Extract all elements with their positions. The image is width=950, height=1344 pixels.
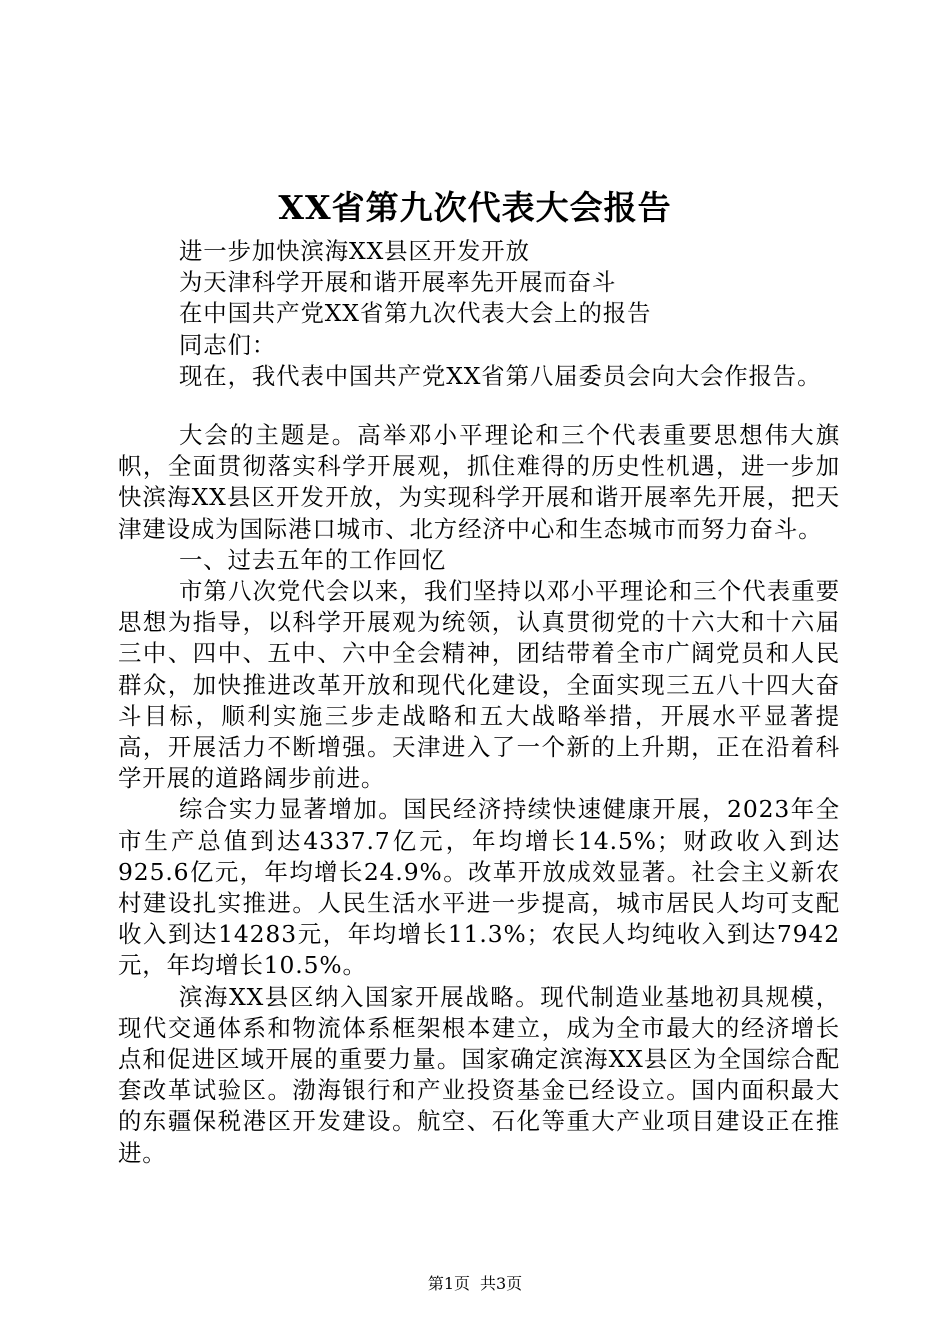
section-heading: 一、过去五年的工作回忆 [179, 545, 447, 574]
opening-line: 现在，我代表中国共产党XX省第八届委员会向大会作报告。 [179, 361, 822, 390]
paragraph-theme: 大会的主题是。高举邓小平理论和三个代表重要思想伟大旗帜，全面贯彻落实科学开展观，抓住难得的历史性机遇，进一步加快滨海XX县区开发开放，为实现科学开展和谐开展率先开展，把天津建设成为国际港口城市、北方经济中心和生态城市而努力奋斗。 [118, 421, 840, 543]
paragraph-review: 市第八次党代会以来，我们坚持以邓小平理论和三个代表重要思想为指导，以科学开展观为统领，认真贯彻党的十六大和十六届三中、四中、五中、六中全会精神，团结带着全市广阔党员和人民群众，加快推进改革开放和现代化建设，全面实现三五八十四大奋斗目标，顺利实施三步走战略和五大战略举措，开展水平显著提高，开展活力不断增强。天津进入了一个新的上升期，正在沿着科学开展的道路阔步前进。 [118, 577, 840, 793]
page-footer [0, 1272, 950, 1296]
paragraph-binhai: 滨海XX县区纳入国家开展战略。现代制造业基地初具规模，现代交通体系和物流体系框架根本建立，成为全市最大的经济增长点和促进区域开展的重要力量。国家确定滨海XX县区为全国综合配套改革试验区。渤海银行和产业投资基金已经设立。国内面积最大的东疆保税港区开发建设。航空、石化等重大产业项目建设正在推进。 [118, 982, 840, 1167]
paragraph-economy: 综合实力显著增加。国民经济持续快速健康开展，2023年全市生产总值到达4337.7亿元，年均增长14.5%；财政收入到达925.6亿元，年均增长24.9%。改革开放成效显著。社会主义新农村建设扎实推进。人民生活水平进一步提高，城市居民人均可支配收入到达14283元，年均增长11.3%；农民人均纯收入到达7942元，年均增长10.5%。 [118, 795, 840, 980]
page-number: 第1页 [427, 1274, 470, 1293]
salutation: 同志们： [179, 330, 277, 359]
report-body [118, 420, 840, 1169]
subtitle-line-3: 在中国共产党XX省第九次代表大会上的报告 [179, 299, 652, 328]
document-title: XX省第九次代表大会报告 [278, 188, 672, 227]
header-lines [118, 236, 840, 392]
subtitle-line-2: 为天津科学开展和谐开展率先开展而奋斗 [179, 268, 617, 297]
subtitle-line-1: 进一步加快滨海XX县区开发开放 [179, 237, 530, 265]
page-total: 共3页 [480, 1274, 523, 1293]
